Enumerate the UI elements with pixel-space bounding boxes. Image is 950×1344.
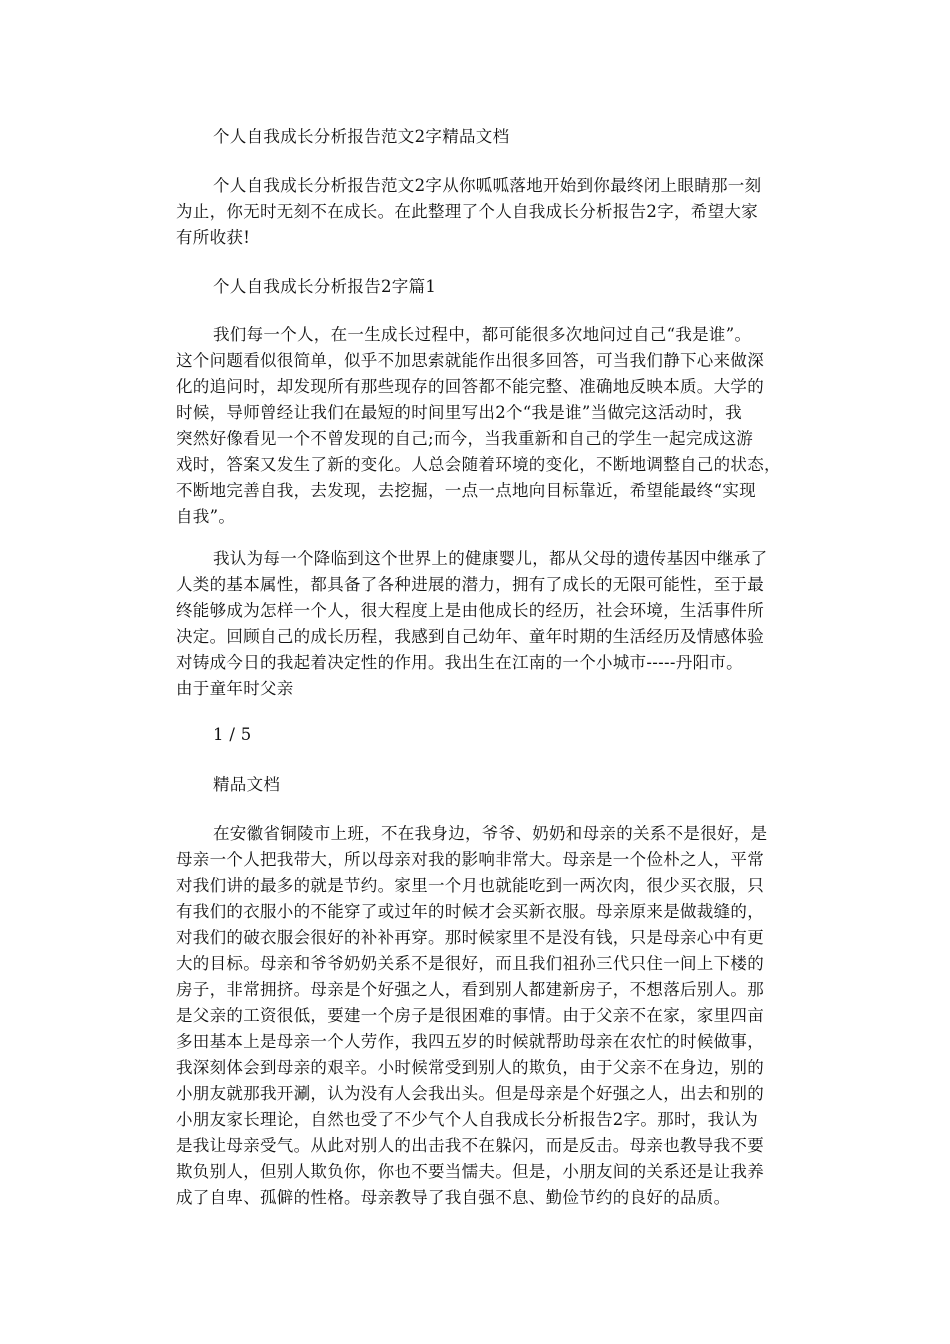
paragraph-line: 小朋友就那我开涮，认为没有人会我出头。但是母亲是个好强之人，出去和别的 [176,1084,764,1103]
paragraph-line: 由于童年时父亲 [176,679,294,698]
paragraph-line: 是父亲的工资很低，要建一个房子是很困难的事情。由于父亲不在家，家里四亩 [176,1006,764,1025]
paragraph-line: 化的追问时，却发现所有那些现存的回答都不能完整、准确地反映本质。大学的 [176,377,764,396]
paragraph-line: 欺负别人，但别人欺负你，你也不要当懦夫。但是，小朋友间的关系还是让我养 [176,1162,764,1181]
paragraph-2 [176,546,767,702]
paragraph-line: 我深刻体会到母亲的艰辛。小时候常受到别人的欺负，由于父亲不在身边，别的 [176,1058,764,1077]
paragraph-3 [176,821,767,1211]
paragraph-line: 突然好像看见一个不曾发现的自己;而今，当我重新和自己的学生一起完成这游 [176,429,754,448]
paragraph-line: 对铸成今日的我起着决定性的作用。我出生在江南的一个小城市-----丹阳市。 [176,653,743,672]
paragraph-line: 这个问题看似很简单，似乎不加思索就能作出很多回答，可当我们静下心来做深 [176,351,764,370]
paragraph-line: 人类的基本属性，都具备了各种进展的潜力，拥有了成长的无限可能性，至于最 [176,575,764,594]
section-heading: 个人自我成长分析报告2字篇1 [213,277,437,296]
paragraph-line: 为止，你无时无刻不在成长。在此整理了个人自我成长分析报告2字，希望大家 [176,202,758,221]
paragraph-line: 对我们讲的最多的就是节约。家里一个月也就能吃到一两次肉，很少买衣服，只 [176,876,764,895]
paragraph-line: 自我”。 [176,507,236,526]
paragraph-line: 房子，非常拥挤。母亲是个好强之人，看到别人都建新房子，不想落后别人。那 [176,980,764,999]
paragraph-line: 我们每一个人，在一生成长过程中，都可能很多次地问过自己“我是谁”。 [213,325,752,344]
document-title: 个人自我成长分析报告范文2字精品文档 [213,127,510,146]
paragraph-line: 母亲一个人把我带大，所以母亲对我的影响非常大。母亲是一个俭朴之人，平常 [176,850,764,869]
paragraph-line: 戏时，答案又发生了新的变化。人总会随着环境的变化，不断地调整自己的状态， [176,455,781,474]
page-number: 1 / 5 [213,725,252,744]
paragraph-line: 成了自卑、孤僻的性格。母亲教导了我自强不息、勤俭节约的良好的品质。 [176,1188,731,1207]
paragraph-line: 在安徽省铜陵市上班，不在我身边，爷爷、奶奶和母亲的关系不是很好，是 [213,824,768,843]
paragraph-1 [176,322,781,530]
paragraph-line: 多田基本上是母亲一个人劳作，我四五岁的时候就帮助母亲在农忙的时候做事， [176,1032,764,1051]
intro-paragraph [176,173,761,251]
paragraph-line: 大的目标。母亲和爷爷奶奶关系不是很好，而且我们祖孙三代只住一间上下楼的 [176,954,764,973]
paragraph-line: 终能够成为怎样一个人，很大程度上是由他成长的经历，社会环境，生活事件所 [176,601,764,620]
paragraph-line: 对我们的破衣服会很好的补补再穿。那时候家里不是没有钱，只是母亲心中有更 [176,928,764,947]
paragraph-line: 时候，导师曾经让我们在最短的时间里写出2个“我是谁”当做完这活动时，我 [176,403,742,422]
paragraph-line: 有所收获! [176,228,251,247]
paragraph-line: 个人自我成长分析报告范文2字从你呱呱落地开始到你最终闭上眼睛那一刻 [213,176,762,195]
paragraph-line: 是我让母亲受气。从此对别人的出击我不在躲闪，而是反击。母亲也教导我不要 [176,1136,764,1155]
paragraph-line: 小朋友家长理论，自然也受了不少气个人自我成长分析报告2字。那时，我认为 [176,1110,758,1129]
paragraph-line: 我认为每一个降临到这个世界上的健康婴儿，都从父母的遗传基因中继承了 [213,549,768,568]
paragraph-line: 有我们的衣服小的不能穿了或过年的时候才会买新衣服。母亲原来是做裁缝的， [176,902,764,921]
paragraph-line: 不断地完善自我，去发现，去挖掘，一点一点地向目标靠近，希望能最终“实现 [176,481,756,500]
paragraph-line: 决定。回顾自己的成长历程，我感到自己幼年、童年时期的生活经历及情感体验 [176,627,764,646]
page-header-label: 精品文档 [213,775,281,794]
